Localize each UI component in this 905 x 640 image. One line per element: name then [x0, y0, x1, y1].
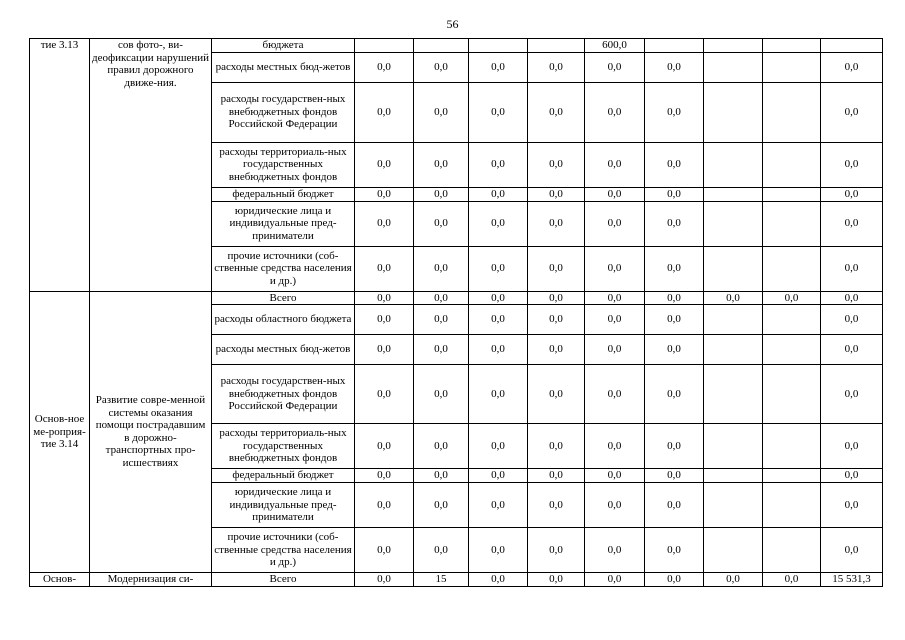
value-cell: [704, 528, 763, 573]
funding-source: расходы областного бюджета: [212, 305, 355, 335]
value-cell: 0,0: [645, 82, 704, 142]
value-cell: 0,0: [645, 142, 704, 187]
value-cell: 0,0: [355, 528, 414, 573]
value-cell: 0,0: [528, 187, 585, 201]
funding-source: расходы территориаль-ных государственных внебюджетных фондов: [212, 424, 355, 469]
value-cell: 0,0: [585, 469, 645, 483]
value-cell: 0,0: [414, 142, 469, 187]
funding-source: федеральный бюджет: [212, 187, 355, 201]
value-cell: 0,0: [469, 305, 528, 335]
value-cell: [704, 483, 763, 528]
value-cell: 0,0: [645, 52, 704, 82]
measure-description: сов фото-, ви-деофиксации нарушений правил дорожного движе-ния.: [90, 39, 212, 292]
value-cell: 0,0: [528, 142, 585, 187]
value-cell: 0,0: [585, 291, 645, 305]
value-cell: [704, 469, 763, 483]
value-cell: 0,0: [585, 483, 645, 528]
table-row: [30, 573, 883, 587]
value-cell: [704, 82, 763, 142]
value-cell: 0,0: [645, 291, 704, 305]
value-cell: 0,0: [645, 246, 704, 291]
value-cell: [704, 335, 763, 365]
value-cell: 0,0: [821, 246, 883, 291]
value-cell: 0,0: [355, 82, 414, 142]
value-cell: 0,0: [355, 305, 414, 335]
value-cell: [704, 424, 763, 469]
value-cell: 0,0: [585, 246, 645, 291]
value-cell: 0,0: [821, 201, 883, 246]
value-cell: 0,0: [355, 201, 414, 246]
measure-code: Основ-ное ме-роприя-тие 3.14: [30, 291, 90, 573]
value-cell: 0,0: [585, 142, 645, 187]
value-cell: 0,0: [585, 82, 645, 142]
value-cell: [763, 82, 821, 142]
value-cell: 0,0: [821, 365, 883, 424]
value-cell: 0,0: [645, 365, 704, 424]
value-cell: 0,0: [528, 52, 585, 82]
value-cell: 0,0: [414, 305, 469, 335]
value-cell: 0,0: [469, 335, 528, 365]
value-cell: [763, 52, 821, 82]
value-cell: 0,0: [645, 305, 704, 335]
funding-source: расходы государствен-ных внебюджетных фондов Российской Федерации: [212, 82, 355, 142]
value-cell: 0,0: [469, 365, 528, 424]
value-cell: 0,0: [821, 305, 883, 335]
value-cell: [704, 305, 763, 335]
value-cell: 15: [414, 573, 469, 587]
value-cell: 0,0: [821, 469, 883, 483]
value-cell: 0,0: [414, 291, 469, 305]
table-row: [30, 39, 883, 53]
value-cell: 0,0: [645, 469, 704, 483]
funding-source: Всего: [212, 573, 355, 587]
value-cell: [355, 39, 414, 53]
value-cell: 0,0: [355, 246, 414, 291]
value-cell: 0,0: [645, 424, 704, 469]
value-cell: 0,0: [821, 142, 883, 187]
value-cell: [763, 469, 821, 483]
value-cell: 0,0: [528, 424, 585, 469]
value-cell: [763, 365, 821, 424]
value-cell: 0,0: [821, 528, 883, 573]
value-cell: 0,0: [469, 469, 528, 483]
page-number: 56: [446, 17, 459, 31]
value-cell: 0,0: [585, 335, 645, 365]
value-cell: [763, 528, 821, 573]
value-cell: [763, 305, 821, 335]
measure-code: Основ-: [30, 573, 90, 587]
value-cell: 0,0: [469, 187, 528, 201]
value-cell: [645, 39, 704, 53]
value-cell: [763, 39, 821, 53]
value-cell: 0,0: [414, 201, 469, 246]
value-cell: 0,0: [528, 246, 585, 291]
value-cell: 0,0: [585, 528, 645, 573]
value-cell: 0,0: [821, 52, 883, 82]
value-cell: 0,0: [645, 573, 704, 587]
funding-source: расходы местных бюд-жетов: [212, 335, 355, 365]
funding-source: расходы территориаль-ных государственных внебюджетных фондов: [212, 142, 355, 187]
funding-source: прочие источники (соб-ственные средства населения и др.): [212, 246, 355, 291]
value-cell: [704, 246, 763, 291]
funding-source: расходы государствен-ных внебюджетных фондов Российской Федерации: [212, 365, 355, 424]
value-cell: 0,0: [414, 528, 469, 573]
value-cell: 0,0: [469, 573, 528, 587]
value-cell: 0,0: [355, 187, 414, 201]
value-cell: 0,0: [469, 483, 528, 528]
value-cell: [704, 201, 763, 246]
measure-code: тие 3.13: [30, 39, 90, 292]
value-cell: [704, 39, 763, 53]
value-cell: 0,0: [528, 469, 585, 483]
value-cell: 0,0: [469, 82, 528, 142]
value-cell: [763, 335, 821, 365]
value-cell: 0,0: [355, 483, 414, 528]
value-cell: 0,0: [763, 573, 821, 587]
value-cell: 0,0: [528, 573, 585, 587]
value-cell: 0,0: [469, 201, 528, 246]
value-cell: 0,0: [414, 246, 469, 291]
value-cell: 0,0: [469, 52, 528, 82]
value-cell: 0,0: [355, 365, 414, 424]
value-cell: 0,0: [585, 365, 645, 424]
value-cell: 0,0: [585, 424, 645, 469]
value-cell: 0,0: [528, 82, 585, 142]
value-cell: [763, 246, 821, 291]
value-cell: 0,0: [821, 187, 883, 201]
value-cell: [528, 39, 585, 53]
value-cell: 0,0: [528, 365, 585, 424]
value-cell: [763, 424, 821, 469]
value-cell: 0,0: [414, 187, 469, 201]
funding-source: Всего: [212, 291, 355, 305]
table-row: [30, 291, 883, 305]
funding-source: федеральный бюджет: [212, 469, 355, 483]
value-cell: [763, 187, 821, 201]
value-cell: 0,0: [645, 483, 704, 528]
value-cell: 0,0: [763, 291, 821, 305]
value-cell: 0,0: [528, 291, 585, 305]
value-cell: 0,0: [355, 469, 414, 483]
value-cell: 0,0: [469, 528, 528, 573]
value-cell: 0,0: [821, 483, 883, 528]
value-cell: [763, 483, 821, 528]
value-cell: 0,0: [414, 469, 469, 483]
value-cell: 0,0: [355, 573, 414, 587]
measure-description: Модернизация си-: [90, 573, 212, 587]
funding-source: бюджета: [212, 39, 355, 53]
value-cell: [763, 142, 821, 187]
value-cell: 0,0: [821, 291, 883, 305]
value-cell: 0,0: [645, 187, 704, 201]
value-cell: [469, 39, 528, 53]
value-cell: 0,0: [704, 291, 763, 305]
value-cell: [414, 39, 469, 53]
value-cell: [763, 201, 821, 246]
measure-description: Развитие совре-менной системы оказания помощи пострадавшим в дорожно-транспортных про-исшествиях: [90, 291, 212, 573]
value-cell: 0,0: [585, 201, 645, 246]
value-cell: 0,0: [528, 528, 585, 573]
funding-source: расходы местных бюд-жетов: [212, 52, 355, 82]
value-cell: 0,0: [528, 305, 585, 335]
value-cell: 0,0: [355, 424, 414, 469]
value-cell: 0,0: [355, 335, 414, 365]
value-cell: 0,0: [528, 201, 585, 246]
value-cell: 0,0: [355, 291, 414, 305]
value-cell: 0,0: [469, 424, 528, 469]
value-cell: 0,0: [821, 424, 883, 469]
value-cell: 0,0: [645, 335, 704, 365]
value-cell: 0,0: [469, 246, 528, 291]
value-cell: [704, 365, 763, 424]
value-cell: 0,0: [414, 335, 469, 365]
value-cell: 0,0: [645, 201, 704, 246]
value-cell: 0,0: [414, 424, 469, 469]
value-cell: 0,0: [585, 52, 645, 82]
value-cell: 0,0: [585, 573, 645, 587]
value-cell: 0,0: [414, 82, 469, 142]
value-cell: 0,0: [528, 335, 585, 365]
value-cell: 0,0: [585, 305, 645, 335]
value-cell: 600,0: [585, 39, 645, 53]
value-cell: 0,0: [414, 365, 469, 424]
value-cell: 0,0: [469, 291, 528, 305]
value-cell: 0,0: [528, 483, 585, 528]
value-cell: 15 531,3: [821, 573, 883, 587]
value-cell: 0,0: [821, 82, 883, 142]
value-cell: 0,0: [414, 52, 469, 82]
value-cell: 0,0: [414, 483, 469, 528]
funding-source: юридические лица и индивидуальные пред-приниматели: [212, 201, 355, 246]
value-cell: [704, 142, 763, 187]
value-cell: [704, 52, 763, 82]
value-cell: [821, 39, 883, 53]
value-cell: [704, 187, 763, 201]
value-cell: 0,0: [645, 528, 704, 573]
funding-source: прочие источники (соб-ственные средства населения и др.): [212, 528, 355, 573]
funding-source: юридические лица и индивидуальные пред-приниматели: [212, 483, 355, 528]
value-cell: 0,0: [355, 52, 414, 82]
budget-table: [29, 38, 883, 587]
value-cell: 0,0: [821, 335, 883, 365]
value-cell: 0,0: [585, 187, 645, 201]
value-cell: 0,0: [355, 142, 414, 187]
value-cell: 0,0: [704, 573, 763, 587]
value-cell: 0,0: [469, 142, 528, 187]
